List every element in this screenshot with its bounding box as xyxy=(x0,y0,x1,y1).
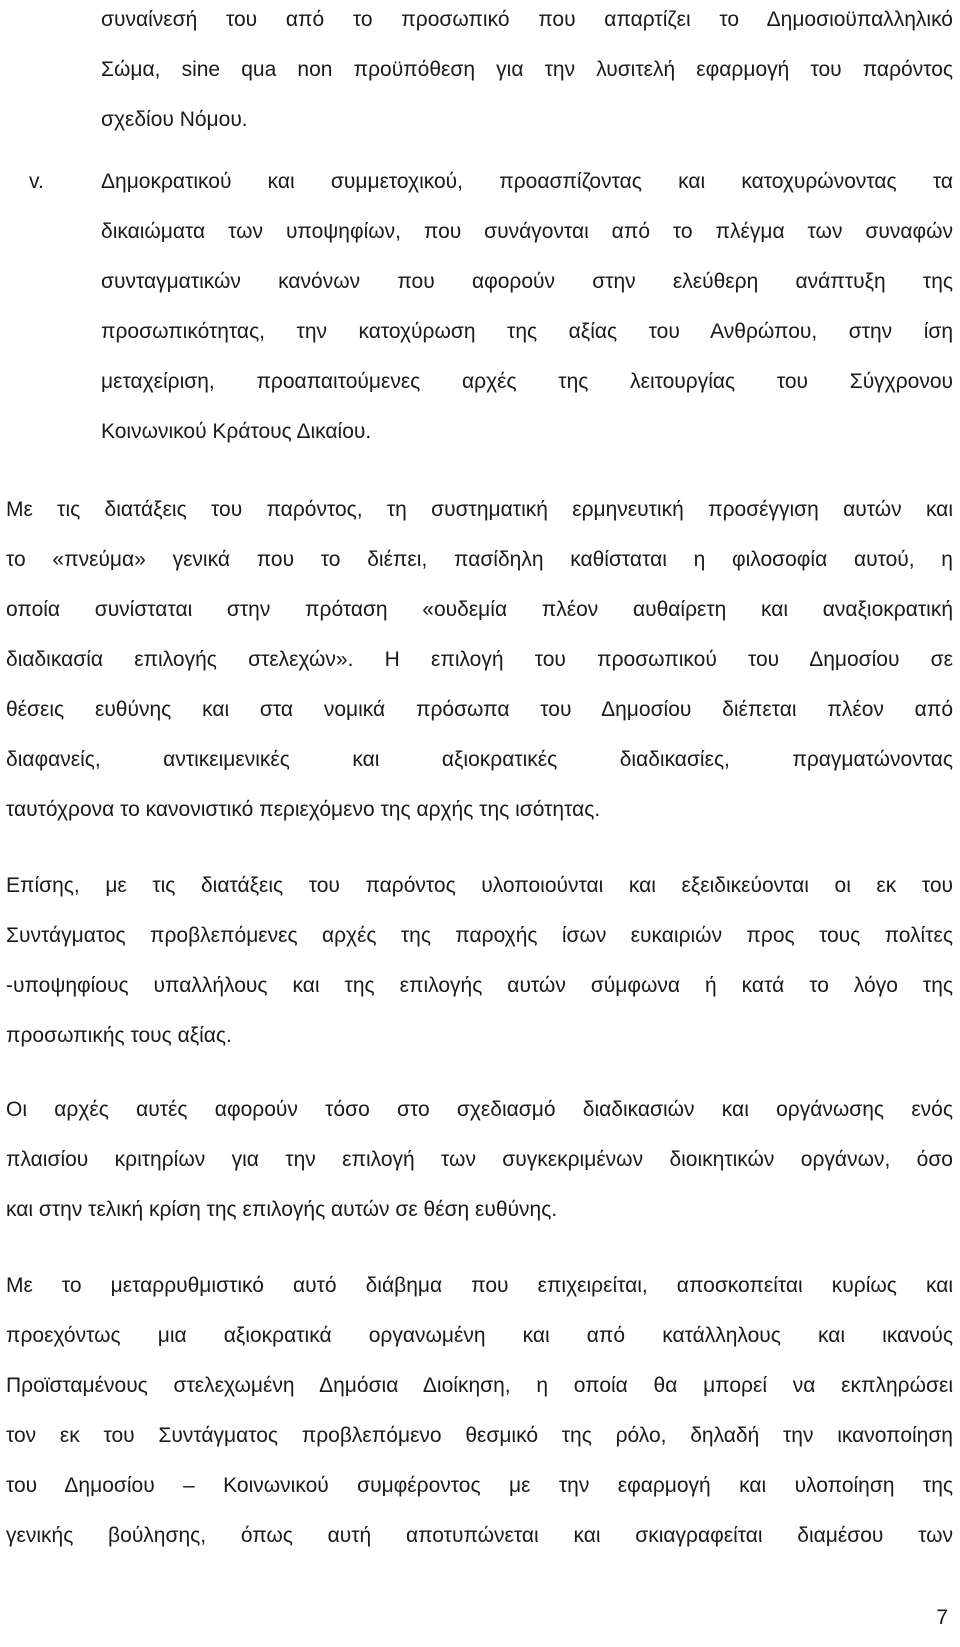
paragraph-3-line-3: και στην τελική κρίση της επιλογής αυτών σε θέση ευθύνης. xyxy=(6,1198,558,1221)
paragraph-2-line-1: Επίσης, με τις διατάξεις του παρόντος υλοποιούνται και εξειδικεύονται οι εκ του xyxy=(6,874,953,897)
paragraph-3-line-1: Οι αρχές αυτές αφορούν τόσο στο σχεδιασμό διαδικασιών και οργάνωσης ενός xyxy=(6,1098,953,1121)
paragraph-3-line-2: πλαισίου κριτηρίων για την επιλογή των συγκεκριμένων διοικητικών οργάνων, όσο xyxy=(6,1148,953,1171)
paragraph-1-line-4: διαδικασία επιλογής στελεχών». Η επιλογή του προσωπικού του Δημοσίου σε xyxy=(6,648,953,671)
paragraph-2-line-4: προσωπικής τους αξίας. xyxy=(6,1024,232,1047)
item-v-line-1: Δημοκρατικού και συμμετοχικού, προασπίζοντας και κατοχυρώνοντας τα xyxy=(101,170,953,193)
item-v-line-6: Κοινωνικού Κράτους Δικαίου. xyxy=(101,420,372,443)
paragraph-1-line-2: το «πνεύμα» γενικά που το διέπει, πασίδηλη καθίσταται η φιλοσοφία αυτού, η xyxy=(6,548,953,571)
continuation-line-2: Σώμα, sine qua non προϋπόθεση για την λυσιτελή εφαρμογή του παρόντος xyxy=(101,58,953,81)
paragraph-4-line-6: γενικής βούλησης, όπως αυτή αποτυπώνεται και σκιαγραφείται διαμέσου των xyxy=(6,1524,953,1547)
paragraph-2-line-2: Συντάγματος προβλεπόμενες αρχές της παροχής ίσων ευκαιριών προς τους πολίτες xyxy=(6,924,953,947)
paragraph-4-line-2: προεχόντως μια αξιοκρατικά οργανωμένη και από κατάλληλους και ικανούς xyxy=(6,1324,953,1347)
paragraph-4-line-4: τον εκ του Συντάγματος προβλεπόμενο θεσμικό της ρόλο, δηλαδή την ικανοποίηση xyxy=(6,1424,953,1447)
paragraph-1-line-3: οποία συνίσταται στην πρόταση «ουδεμία πλέον αυθαίρετη και αναξιοκρατική xyxy=(6,598,953,621)
paragraph-1-line-5: θέσεις ευθύνης και στα νομικά πρόσωπα του Δημοσίου διέπεται πλέον από xyxy=(6,698,953,721)
item-v-marker: v. xyxy=(29,170,44,193)
item-v-line-2: δικαιώματα των υποψηφίων, που συνάγονται από το πλέγμα των συναφών xyxy=(101,220,953,243)
paragraph-4-line-3: Προϊσταμένους στελεχωμένη Δημόσια Διοίκηση, η οποία θα μπορεί να εκπληρώσει xyxy=(6,1374,953,1397)
paragraph-1-line-1: Με τις διατάξεις του παρόντος, τη συστηματική ερμηνευτική προσέγγιση αυτών και xyxy=(6,498,953,521)
continuation-line-1: συναίνεσή του από το προσωπικό που απαρτίζει το Δημοσιοϋπαλληλικό xyxy=(101,8,953,31)
paragraph-4-line-5: του Δημοσίου – Κοινωνικού συμφέροντος με την εφαρμογή και υλοποίηση της xyxy=(6,1474,953,1497)
paragraph-1-line-6: διαφανείς, αντικειμενικές και αξιοκρατικές διαδικασίες, πραγματώνοντας xyxy=(6,748,953,771)
item-v-line-5: μεταχείριση, προαπαιτούμενες αρχές της λειτουργίας του Σύγχρονου xyxy=(101,370,953,393)
continuation-line-3: σχεδίου Νόμου. xyxy=(101,108,248,131)
paragraph-2-line-3: -υποψηφίους υπαλλήλους και της επιλογής αυτών σύμφωνα ή κατά το λόγο της xyxy=(6,974,953,997)
paragraph-1-line-7: ταυτόχρονα το κανονιστικό περιεχόμενο της αρχής της ισότητας. xyxy=(6,798,601,821)
paragraph-4-line-1: Με το μεταρρυθμιστικό αυτό διάβημα που επιχειρείται, αποσκοπείται κυρίως και xyxy=(6,1274,953,1297)
item-v-line-3: συνταγματικών κανόνων που αφορούν στην ελεύθερη ανάπτυξη της xyxy=(101,270,953,293)
page-number: 7 xyxy=(936,1606,948,1629)
item-v-line-4: προσωπικότητας, την κατοχύρωση της αξίας του Ανθρώπου, στην ίση xyxy=(101,320,953,343)
